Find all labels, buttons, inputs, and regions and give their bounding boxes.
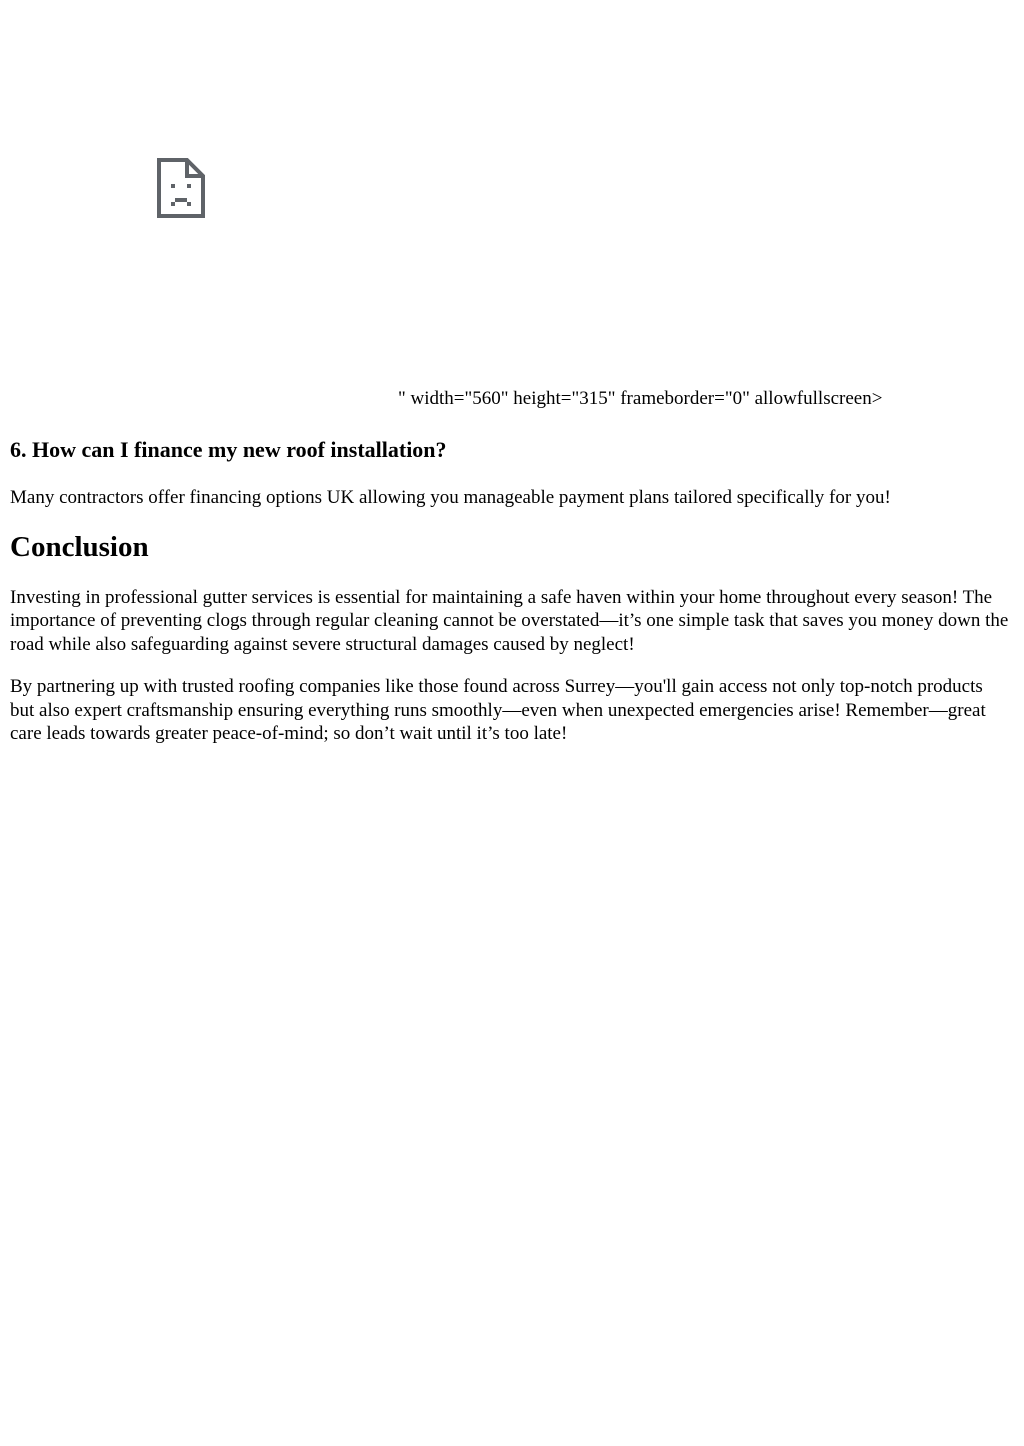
broken-embed-frame bbox=[10, 38, 390, 392]
embed-leftover-markup: " width="560" height="315" frameborder="0" allowfullscreen> bbox=[398, 388, 883, 409]
conclusion-heading: Conclusion bbox=[10, 530, 149, 563]
broken-document-icon bbox=[157, 158, 205, 218]
article-content bbox=[10, 434, 1010, 746]
faq-answer: Many contractors offer financing options UK allowing you manageable payment plans tailored specifically for you! bbox=[10, 487, 891, 508]
faq-question-heading: 6. How can I finance my new roof installation? bbox=[10, 437, 447, 462]
conclusion-paragraph-1: Investing in professional gutter services is essential for maintaining a safe haven within your home throughout every season! The importance of preventing clogs through regular cleaning cannot be overstated—it’s one simple task that saves you money down the road while also safeguarding against severe structural damages caused by neglect! bbox=[10, 586, 1009, 655]
conclusion-paragraph-2: By partnering up with trusted roofing companies like those found across Surrey—you'll gain access not only top-notch products but also expert craftsmanship ensuring everything runs smoothly—even when unexpected emergencies arise! Remember—great care leads towards greater peace-of-mind; so don’t wait until it’s too late! bbox=[10, 676, 986, 744]
